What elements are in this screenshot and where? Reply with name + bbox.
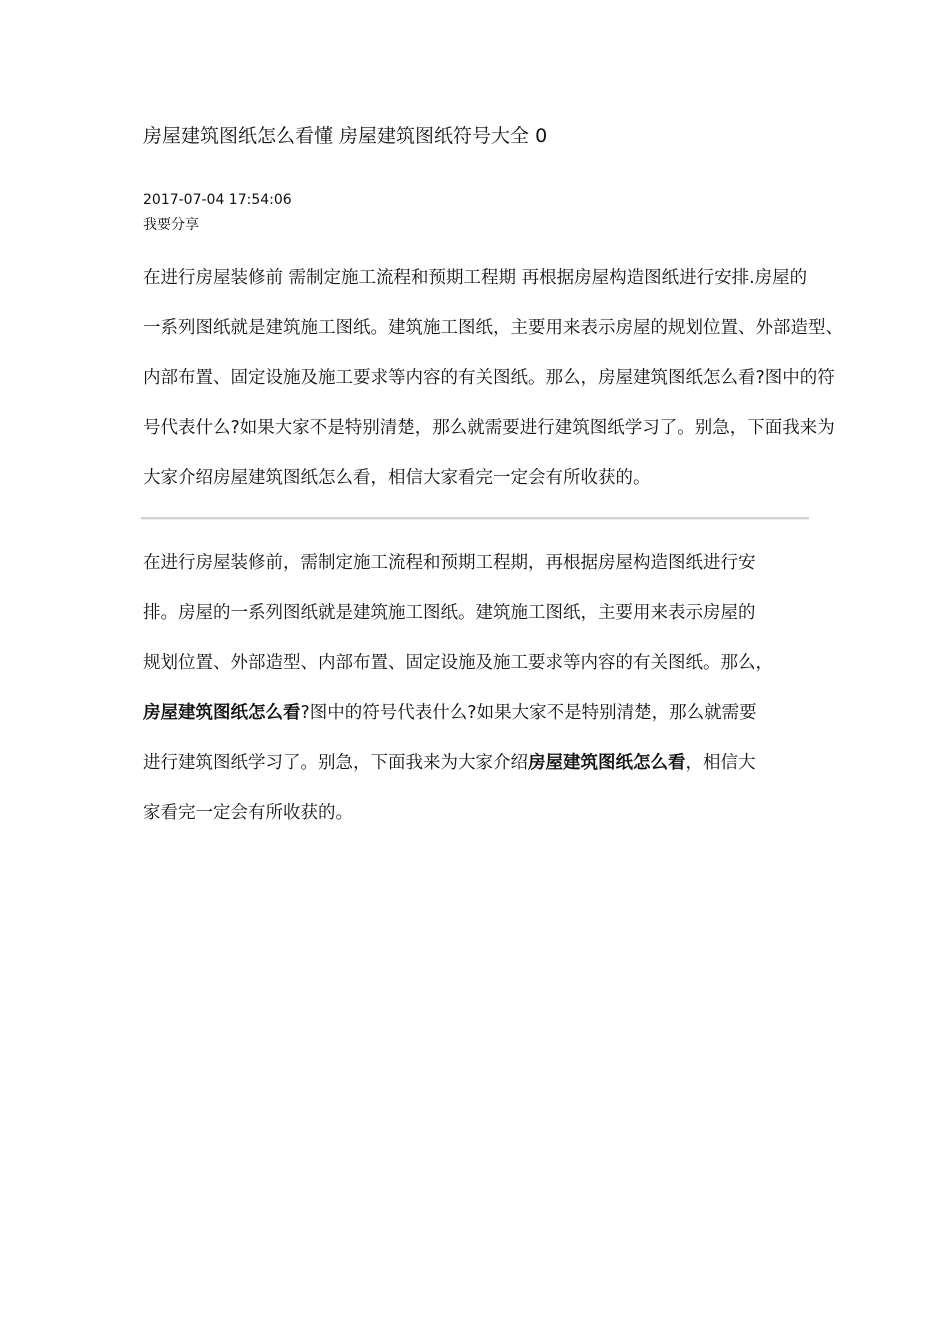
section-divider — [141, 517, 809, 519]
summary-line: 号代表什么?如果大家不是特别清楚，那么就需要进行建筑图纸学习了。别急，下面我来为 — [143, 418, 835, 438]
body-text: ?图中的符号代表什么?如果大家不是特别清楚，那么就需要 — [300, 703, 757, 723]
article-body — [143, 550, 813, 850]
summary-line: 一系列图纸就是建筑施工图纸。建筑施工图纸，主要用来表示房屋的规划位置、外部造型、 — [143, 318, 843, 338]
bold-keyword: 房屋建筑图纸怎么看 — [528, 753, 686, 773]
body-line — [143, 700, 813, 750]
body-line: 家看完一定会有所收获的。 — [143, 803, 353, 823]
summary-line: 内部布置、固定设施及施工要求等内容的有关图纸。那么，房屋建筑图纸怎么看?图中的符 — [143, 368, 835, 388]
body-line: 规划位置、外部造型、内部布置、固定设施及施工要求等内容的有关图纸。那么， — [143, 653, 773, 673]
body-line: 在进行房屋装修前，需制定施工流程和预期工程期，再根据房屋构造图纸进行安 — [143, 553, 756, 573]
body-text: ，相信大 — [685, 753, 756, 773]
article-summary — [143, 265, 843, 515]
body-line — [143, 750, 813, 800]
body-line: 排。房屋的一系列图纸就是建筑施工图纸。建筑施工图纸，主要用来表示房屋的 — [143, 603, 756, 623]
bold-keyword: 房屋建筑图纸怎么看 — [143, 703, 301, 723]
article-title: 房屋建筑图纸怎么看懂 房屋建筑图纸符号大全 0 — [143, 125, 548, 147]
share-link[interactable]: 我要分享 — [143, 217, 199, 233]
publish-date: 2017-07-04 17:54:06 — [143, 192, 292, 208]
summary-line: 大家介绍房屋建筑图纸怎么看，相信大家看完一定会有所收获的。 — [143, 468, 651, 488]
body-text: 进行建筑图纸学习了。别急，下面我来为大家介绍 — [143, 753, 528, 773]
summary-line: 在进行房屋装修前 需制定施工流程和预期工程期 再根据房屋构造图纸进行安排.房屋的 — [143, 268, 808, 288]
